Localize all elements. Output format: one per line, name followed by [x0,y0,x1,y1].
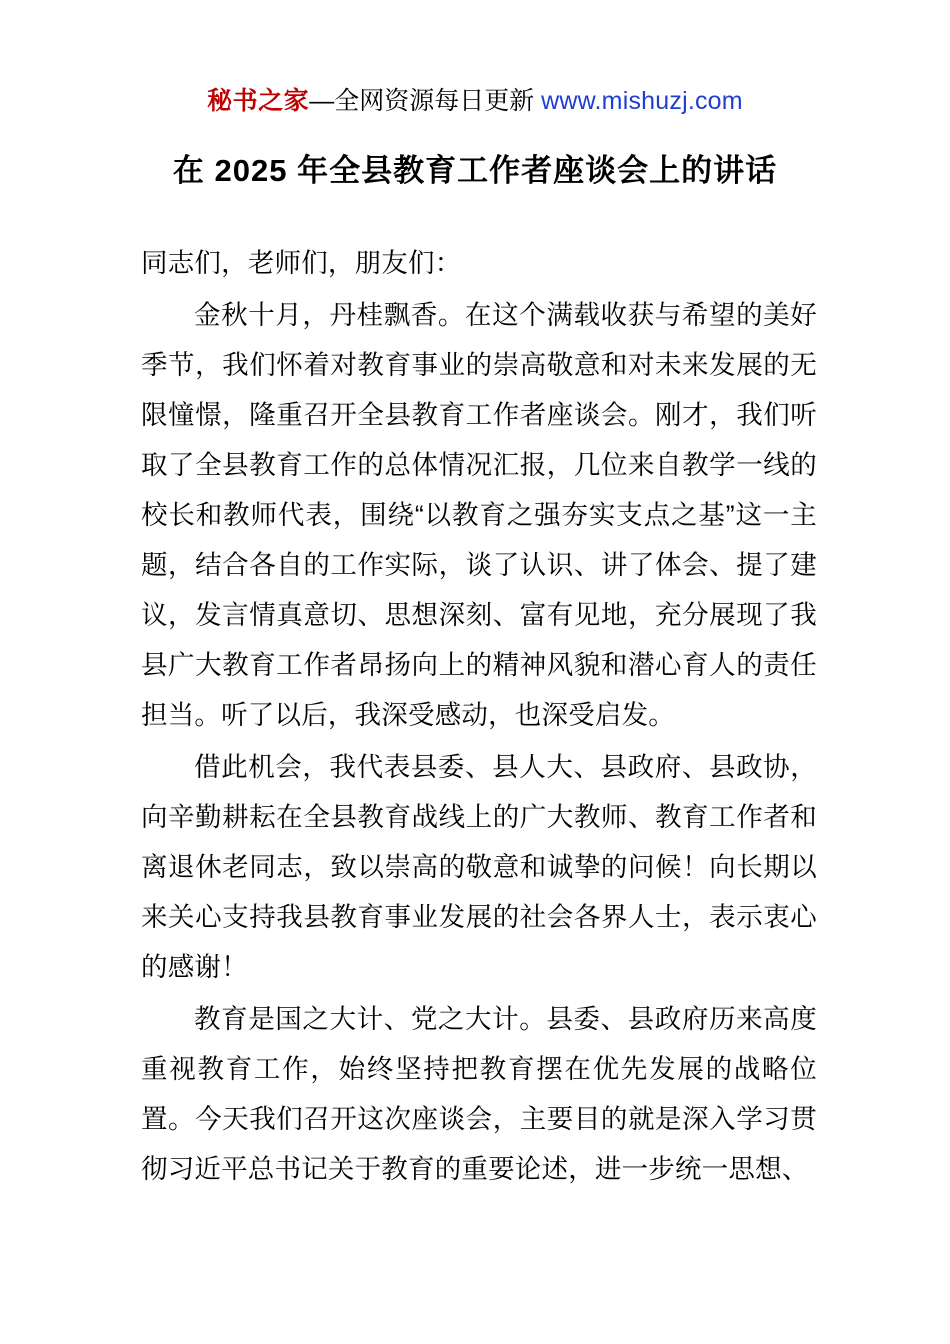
paragraph-3: 教育是国之大计、党之大计。县委、县政府历来高度重视教育工作，始终坚持把教育摆在优先发展的战略位置。今天我们召开这次座谈会，主要目的就是深入学习贯彻习近平总书记关于教育的重要论述，进一步统一思想、 [141,1004,817,1184]
page-title: 在 2025 年全县教育工作者座谈会上的讲话 [172,153,778,188]
paragraph-2: 借此机会，我代表县委、县人大、县政府、县政协，向辛勤耕耘在全县教育战线上的广大教师、教育工作者和离退休老同志，致以崇高的敬意和诚挚的问候！向长期以来关心支持我县教育事业发展的社会各界人士，表示衷心的感谢！ [141,752,817,982]
paragraph-salutation: 同志们，老师们，朋友们： [141,248,462,278]
watermark-tagline: 全网资源每日更新 [334,87,535,115]
paragraph-1: 金秋十月，丹桂飘香。在这个满载收获与希望的美好季节，我们怀着对教育事业的崇高敬意和对未来发展的无限憧憬，隆重召开全县教育工作者座谈会。刚才，我们听取了全县教育工作的总体情况汇报，几位来自教学一线的校长和教师代表，围绕“以教育之强夯实支点之基”这一主题，结合各自的工作实际，谈了认识、讲了体会、提了建议，发言情真意切、思想深刻、富有见地，充分展现了我县广大教育工作者昂扬向上的精神风貌和潜心育人的责任担当。听了以后，我深受感动，也深受启发。 [141,300,817,730]
watermark-url[interactable]: www.mishuzj.com [541,87,743,115]
site-watermark [0,86,950,116]
watermark-separator: — [309,87,335,115]
watermark-brand: 秘书之家 [207,87,310,115]
document-body [141,238,817,1196]
